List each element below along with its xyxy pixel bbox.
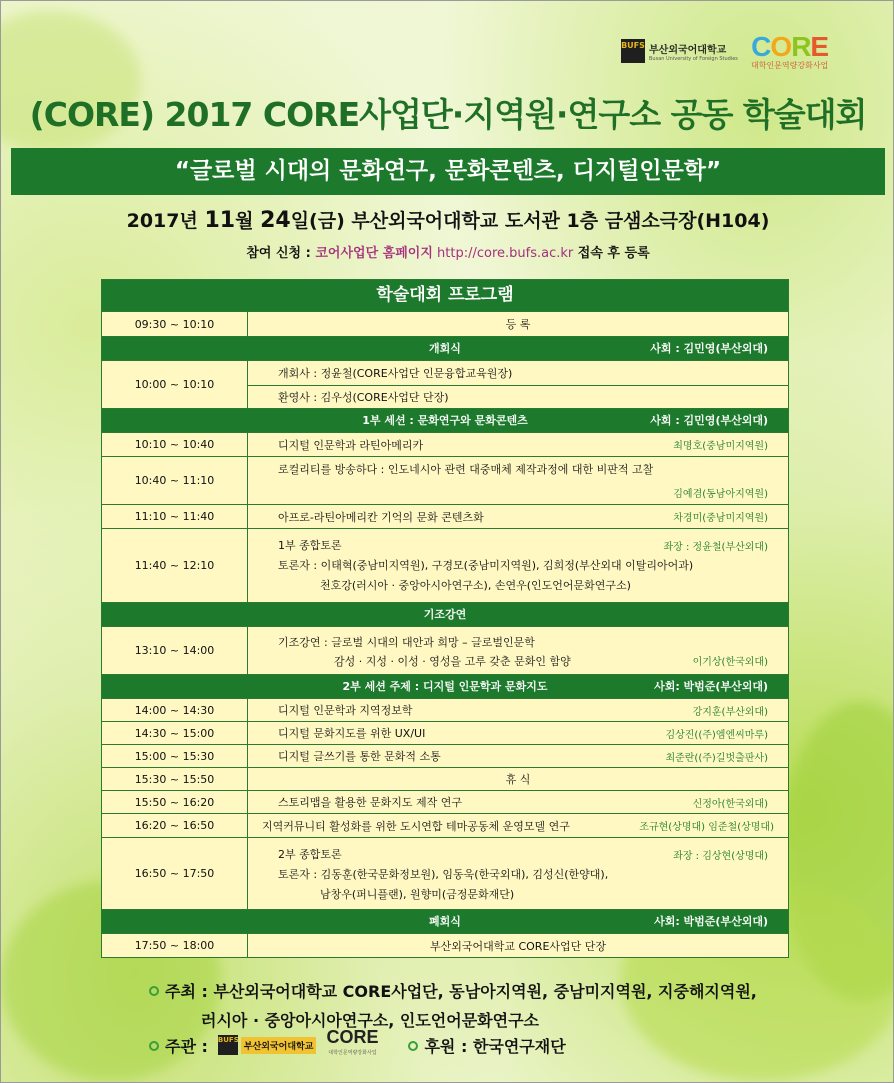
organizers: 주최 : 부산외국어대학교 CORE사업단, 동남아지역원, 중남미지역원, 지중해지역원, 러시아 · 중앙아시아연구소, 인도언어문화연구소	[149, 979, 757, 1031]
table-row: 10:10 ~ 10:40 디지털 인문학과 라틴아메리카 최명호(중남미지역원)	[102, 432, 788, 456]
core-logo-small: CORE 대학인문역량강화사업	[326, 1027, 379, 1056]
section-header-closing: 폐회식 사회: 박범준(부산외대)	[102, 909, 788, 933]
page-title: (CORE) 2017 CORE사업단·지역원·연구소 공동 학술대회	[29, 95, 867, 134]
registration-site: 코어사업단 홈페이지	[315, 246, 433, 261]
table-row: 10:00 ~ 10:10 개회사 : 정윤철(CORE사업단 인문융합교육원장) 환영사 : 김우성(CORE사업단 단장)	[102, 360, 788, 408]
table-row: 16:20 ~ 16:50 지역커뮤니티 활성화를 위한 도시연합 테마공동체 운영모델 연구 조규현(상명대) 임준철(상명대)	[102, 813, 788, 837]
bufs-name: 부산외국어대학교	[649, 44, 727, 56]
section-header-session2: 2부 세션 주제 : 디지털 인문학과 문화지도 사회: 박범준(부산외대)	[102, 674, 788, 698]
program-title: 학술대회 프로그램	[102, 280, 788, 311]
program-table	[101, 279, 789, 958]
table-row: 09:30 ~ 10:10 등 록	[102, 311, 788, 336]
bullet-icon	[149, 986, 159, 996]
section-header-session1: 1부 세션 : 문화연구와 문화콘텐츠 사회 : 김민영(부산외대)	[102, 408, 788, 432]
bufs-mark: BUFS	[621, 39, 645, 63]
table-row: 10:40 ~ 11:10 로컬리티를 방송하다 : 인도네시아 관련 대중매체 제작과정에 대한 비판적 고찰 김예겸(동남아지역원)	[102, 456, 788, 504]
table-row: 15:30 ~ 15:50 휴 식	[102, 767, 788, 790]
registration-info: 참여 신청 : 코어사업단 홈페이지 http://core.bufs.ac.kr 접속 후 등록	[246, 246, 650, 261]
hosts-sponsors: 주관 : BUFS 부산외국어대학교 CORE 대학인문역량강화사업 후원 : 한국연구재단	[149, 1029, 566, 1061]
theme-banner: “글로벌 시대의 문화연구, 문화콘텐츠, 디지털인문학”	[11, 148, 885, 195]
section-header-opening: 개회식 사회 : 김민영(부산외대)	[102, 336, 788, 360]
core-logo	[751, 31, 828, 71]
core-subtitle: 대학인문역량강화사업	[751, 61, 829, 70]
bullet-icon	[408, 1041, 418, 1051]
table-row: 14:30 ~ 15:00 디지털 문화지도를 위한 UX/UI 김상진((주)엠엔씨마루)	[102, 721, 788, 744]
table-row: 13:10 ~ 14:00 기조강연 : 글로벌 시대의 대안과 희망 – 글로벌인문학 감성 · 지성 · 이성 · 영성을 고루 갖춘 문화인 함양 이기상(한국외대)	[102, 626, 788, 674]
bufs-logo-small: BUFS 부산외국어대학교	[218, 1035, 317, 1055]
table-row: 14:00 ~ 14:30 디지털 인문학과 지역정보학 강지훈(부산외대)	[102, 698, 788, 721]
bufs-english-name: Busan University of Foreign Studies	[649, 55, 738, 62]
bufs-logo	[621, 39, 738, 63]
registration-url[interactable]: http://core.bufs.ac.kr	[432, 246, 574, 261]
event-date-place: 2017년 11월 24일(금) 부산외국어대학교 도서관 1층 금샘소극장(H104)	[126, 208, 770, 233]
table-row: 17:50 ~ 18:00 부산외국어대학교 CORE사업단 단장	[102, 933, 788, 957]
core-wordmark: CORE	[751, 31, 829, 62]
table-row: 15:00 ~ 15:30 디지털 글쓰기를 통한 문화적 소통 최준란((주)길벗출판사)	[102, 744, 788, 767]
bullet-icon	[149, 1041, 159, 1051]
table-row: 11:40 ~ 12:10 1부 종합토론 좌장 : 정윤철(부산외대) 토론자 : 이태혁(중남미지역원), 구경모(중남미지역원), 김희정(부산외대 이탈리아어과) 천호강(러시아 · 중앙아시아연구소), 손연우(인도언어문화연구소)	[102, 528, 788, 602]
section-header-keynote: 기조강연	[102, 602, 788, 626]
table-row: 11:10 ~ 11:40 아프로-라틴아메리칸 기억의 문화 콘텐츠화 차경미(중남미지역원)	[102, 504, 788, 528]
table-row: 15:50 ~ 16:20 스토리맵을 활용한 문화지도 제작 연구 신정아(한국외대)	[102, 790, 788, 813]
table-row: 16:50 ~ 17:50 2부 종합토론 좌장 : 김상현(상명대) 토론자 : 김동훈(한국문화정보원), 임동욱(한국외대), 김성신(한양대), 남창우(퍼니플랜), 원향미(금정문화재단)	[102, 837, 788, 909]
